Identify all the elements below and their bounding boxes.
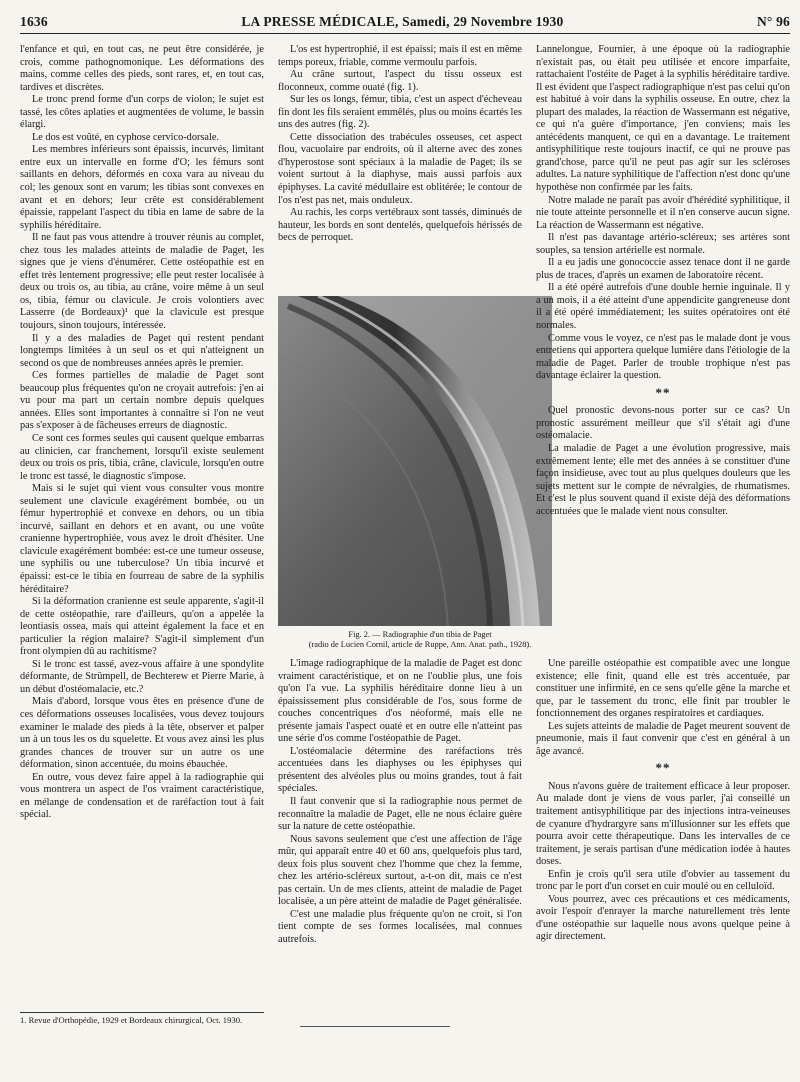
paragraph: Lannelongue, Fournier, à une époque où la radiographie n'existait pas, ou était peu utilisée et encore imparfaite, rattachaient l'ostéite de Paget à la syphilis héréditaire tardive. Il est évident que l'aspect radiographique n'est pas celui qu'on est habitué à voir dans la syphilis osseuse. En outre, chez la plupart des malades, la réaction de Wassermann est négative, ce qui n'a guère d'importance, j'en conviens; mais les antécédents manquent, ce qui en a davantage. Le traitement antisyphilitique reste toujours inactif, ce qui ne prouve pas grand'chose, parce qu'il ne peut pas agir sur les scléroses adultes. La nature syphilitique de l'affection n'est donc qu'une hypothèse non confirmée par les faits. xyxy=(536,44,790,194)
paragraph: Sur les os longs, fémur, tibia, c'est un aspect d'écheveau fin dont les fils seraient emmêlés, plus ou moins écartés les uns des autres (fig. 2). xyxy=(278,94,522,131)
column-3-bottom xyxy=(536,658,790,944)
paragraph: Au rachis, les corps vertébraux sont tassés, diminués de hauteur, les bords en sont dentelés, quelquefois hérissés de becs de perroquet. xyxy=(278,207,522,244)
page-header xyxy=(20,14,790,34)
journal-page xyxy=(20,14,790,1064)
radiograph-figure xyxy=(278,296,552,626)
figure-caption-line: Fig. 2. — Radiographie d'un tibia de Paget xyxy=(348,630,492,639)
tibia-radiograph-image xyxy=(278,296,552,626)
column-1 xyxy=(20,44,264,822)
paragraph: Les sujets atteints de maladie de Paget meurent souvent de pneumonie, mais il faut convenir que c'est en général à un âge avancé. xyxy=(536,720,790,757)
paragraph: Notre malade ne paraît pas avoir d'hérédité syphilitique, il nie toute atteinte personnelle et il n'en conserve aucun signe. La réaction de Wassermann est négative. xyxy=(536,194,790,231)
paragraph: Quel pronostic devons-nous porter sur ce cas? Un pronostic assurément meilleur que s'il s'était agi d'une ostéomalacie. xyxy=(536,405,790,442)
paragraph: Cette dissociation des trabécules osseuses, cet aspect flou, vacuolaire par endroits, où il alterne avec des zones d'hyperostose sont spéciaux à la maladie de Paget; ils se voient surtout à la diaphyse, mais aussi parfois aux épiphyses. La cavité médullaire est oblitérée; le contour de l'os n'est pas net, mais onduleux. xyxy=(278,131,522,206)
paragraph: Nous n'avons guère de traitement efficace à leur proposer. Au malade dont je viens de vous parler, j'ai conseillé un traitement antisyphilitique par des injections intra-veineuses de cyanure d'hydrargyre sans m'illusionner sur les effets que pourra avoir cette thérapeutique. Dans les intervalles de ce traitement, je serais partisan d'une médication iodée à hautes doses. xyxy=(536,780,790,868)
paragraph: Le tronc prend forme d'un corps de violon; le sujet est tassé, les côtes aplaties et augmentées de volume, le bassin élargi. xyxy=(20,94,264,131)
paragraph: Il n'est pas davantage artério-scléreux; ses artères sont souples, sa tension artérielle est normale. xyxy=(536,232,790,256)
paragraph: Il a été opéré autrefois d'une double hernie inguinale. Il y a un mois, il a été atteint d'une appendicite gangreneuse dont il a été opéré immédiatement; les suites opératoires ont été normales. xyxy=(536,282,790,332)
paragraph: Le dos est voûté, en cyphose cervico-dorsale. xyxy=(32,131,219,143)
paragraph: La maladie de Paget a une évolution progressive, mais extrêmement lente; elle met des années à se constituer d'une façon insidieuse, avec tout au plus quelques douleurs que les sujets mettent sur le compte de névralgies, de rhumatismes. Et c'est le plus souvent quand il existe déjà des déformations accentuées que le malade vient nous consulter. xyxy=(536,442,790,517)
column-2-top xyxy=(278,44,522,245)
paragraph: L'image radiographique de la maladie de Paget est donc vraiment caractéristique, et on ne l'oublie plus, une fois qu'on l'a vue. La syphilis héréditaire donne lieu à un épaississement plus considérable de l'os, sous forme de couches concentriques d'os néoformé, mais elle ne présente jamais l'aspect ouaté et en outre elle n'atteint pas une série d'os comme l'ostéopathie de Paget. xyxy=(278,658,522,745)
section-separator: ** xyxy=(655,384,671,400)
paragraph: l'enfance et qui, en tout cas, ne peut être considérée, je crois, comme pathognomonique. Les déformations des mains, comme celles des pieds, sont rares, et, en tout cas, tardives et discrètes. xyxy=(20,44,264,93)
end-rule xyxy=(300,1026,450,1027)
paragraph: Une pareille ostéopathie est compatible avec une longue existence; elle finit, quand elle est très accentuée, par constituer une infirmité, en ce sens qu'elle gêne la marche et que, par le tassement du tronc, elle finit par troubler le fonctionnement des organes respiratoires et cardiaques. xyxy=(536,658,790,720)
paragraph: Ces formes partielles de maladie de Paget sont beaucoup plus fréquentes qu'on ne croyait autrefois: j'en ai vu pour ma part un certain nombre depuis quelques années. Elles sont importantes à connaître si l'on ne veut pas s'exposer à de fâcheuses erreurs de diagnostic. xyxy=(20,370,264,432)
paragraph: Il faut convenir que si la radiographie nous permet de reconnaître la maladie de Paget, elle ne nous éclaire guère sur la nature de cette ostéopathie. xyxy=(278,796,522,833)
page-number: 1636 xyxy=(20,14,48,29)
paragraph: Au crâne surtout, l'aspect du tissu osseux est floconneux, comme ouaté (fig. 1). xyxy=(278,69,522,93)
figure-caption-source: (radio de Lucien Cornil, article de Ruppe, Ann. Anat. path., 1928). xyxy=(308,640,532,649)
paragraph: Comme vous le voyez, ce n'est pas le malade dont je vous entretiens qui apportera quelque lumière dans l'étiologie de la maladie de Paget. Parler de trouble trophique n'est pas davantage éclairer la question. xyxy=(536,332,790,382)
paragraph: Si le tronc est tassé, avez-vous affaire à une spondylite déformante, de Strümpell, de Bechterew et Pierre Marie, à un début d'ostéomalacie, etc.? xyxy=(20,658,264,695)
footnote: 1. Revue d'Orthopédie, 1929 et Bordeaux chirurgical, Oct. 1930. xyxy=(20,1012,264,1026)
issue-number: N° 96 xyxy=(756,14,790,29)
paragraph: Mais si le sujet qui vient vous consulter vous montre seulement une clavicule exagérément bombée, ou un fémur hypertrophié et convexe en dehors, ou un tibia incurvé, saillant en dehors et en avant, ou une voûte cranienne hypertrophiée, vous avez le droit d'hésiter. Une clavicule exagérément bombée: est-ce une tumeur osseuse, une syphilis ou une tuberculose? Un tibia incurvé et épaissi: est-ce le tibia en fourreau de sabre de la syphilis héréditaire? xyxy=(20,483,264,595)
paragraph: Nous savons seulement que c'est une affection de l'âge mûr, qui apparaît entre 40 et 60 ans, quelquefois plus tard, deux fois plus souvent chez l'homme que chez la femme, chez les artério-scléreux surtout, a-t-on dit, mais ce n'est pas certain. Un de mes clients, atteint de maladie de Paget localisée, a un père atteint de maladie de Paget généralisée. xyxy=(278,833,522,908)
paragraph: Ce sont ces formes seules qui causent quelque embarras au clinicien, car franchement, lorsqu'il existe seulement deux ou trois os pris, tibia, crâne, clavicule, lorsqu'en outre le tronc est tassé, le diagnostic s'impose. xyxy=(20,432,264,482)
paragraph: C'est une maladie plus fréquente qu'on ne croit, si l'on tient compte de ses formes localisées, mal connues autrefois. xyxy=(278,908,522,946)
figure-caption xyxy=(270,630,570,650)
journal-title: LA PRESSE MÉDICALE, Samedi, 29 Novembre 1930 xyxy=(241,14,564,29)
paragraph: En outre, vous devez faire appel à la radiographie qui vous montrera un aspect de l'os vraiment caractéristique, en mélange de condensation et de raréfaction tout à fait spécial. xyxy=(20,771,264,821)
paragraph: Il y a des maladies de Paget qui restent pendant longtemps limitées à un seul os et qui n'atteignent un second os que de nombreuses années après le premier. xyxy=(20,332,264,369)
paragraph: Enfin je crois qu'il sera utile d'obvier au tassement du tronc par le port d'un corset en cuir moulé ou en celluloïd. xyxy=(536,868,790,893)
paragraph: Il a eu jadis une gonococcie assez tenace dont il ne garde plus de traces, d'après un examen de laboratoire récent. xyxy=(536,257,790,281)
paragraph: L'os est hypertrophié, il est épaissi; mais il est en même temps poreux, friable, comme vermoulu parfois. xyxy=(278,44,522,68)
paragraph: Les membres inférieurs sont épaissis, incurvés, limitant entre eux un intervalle en forme d'O; les fémurs sont saillants en dehors, déformés en coxa vara au niveau du col; les genoux sont en varum; les tibias sont convexes en avant et en dehors; leur crête est considérablement épaissie, rappelant l'aspect du tibia en lame de sabre de la syphilis héréditaire. xyxy=(20,144,264,231)
column-3-top xyxy=(536,44,790,518)
paragraph: L'ostéomalacie détermine des raréfactions très accentuées dans les diaphyses ou les épiphyses qui présentent des alvéoles plus ou moins grandes, tout à fait spéciales. xyxy=(278,745,522,795)
section-separator: ** xyxy=(655,760,671,776)
column-2-bottom xyxy=(278,658,522,947)
paragraph: Mais d'abord, lorsque vous êtes en présence d'une de ces déformations osseuses localisées, vous devez toujours examiner le malade des pieds à la tête, observer et palper un à un tous les os du squelette. Et vous avez ainsi les plus grandes chances de trouver sur un autre os une déformation, sinon accentuée, du moins ébauchée. xyxy=(20,696,264,771)
paragraph: Si la déformation cranienne est seule apparente, s'agit-il de cette ostéopathie, rare d'ailleurs, qu'on a appelée la leontiasis ossea, mais qui atteint également la face et en particulier la région malaire? S'agit-il simplement d'un front olympien dû au rachitisme? xyxy=(20,596,264,658)
paragraph: Il ne faut pas vous attendre à trouver réunis au complet, chez tous les malades atteints de maladie de Paget, les signes que je viens d'énumérer. Cette ostéopathie est en effet très lentement progressive; elle peut rester localisée à deux ou trois os, au tibia, au crâne, voire même à un seul os, tibia, fémur ou clavicule. Je crois volontiers avec Lasserre (de Bordeaux)¹ que la clavicule est presque toujours, sinon toujours, intéressée. xyxy=(20,232,264,332)
paragraph: Vous pourrez, avec ces précautions et ces médicaments, avoir l'espoir d'enrayer la marche naturellement très lente d'une ostéopathie sur laquelle nous avons quelque peine à agir directement. xyxy=(536,893,790,943)
